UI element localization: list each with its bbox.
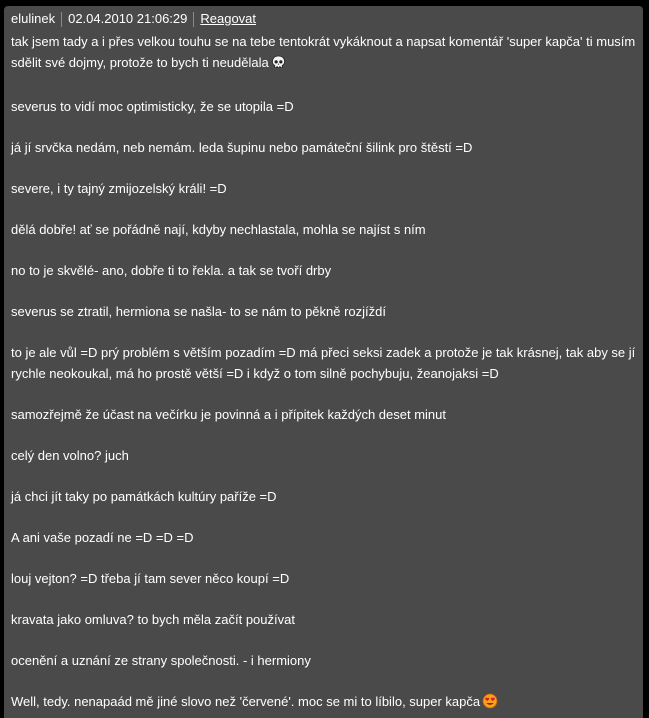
comment-paragraph: tak jsem tady a i přes velkou touhu se na tebe tentokrát vykáknout a napsat komentář 'super kapča' ti musím sdělit své dojmy, protože to bych ti neudělala	[11, 31, 636, 76]
skull-icon	[271, 55, 286, 76]
comment-paragraph: ocenění a uznání ze strany společnosti. - i hermiony	[11, 653, 311, 668]
comment-paragraph: louj vejton? =D třeba jí tam sever něco koupí =D	[11, 571, 290, 586]
comment-paragraph: samozřejmě že účast na večírku je povinná a i přípitek každých deset minut	[11, 407, 446, 422]
comment-body	[11, 31, 636, 715]
meta-separator	[61, 12, 62, 27]
comment-paragraph: A ani vaše pozadí ne =D =D =D	[11, 530, 194, 545]
comment-author: elulinek	[11, 11, 56, 26]
comment-timestamp: 02.04.2010 21:06:29	[68, 11, 188, 26]
comment-paragraph: kravata jako omluva? to bych měla začít používat	[11, 612, 295, 627]
comment-paragraph: Well, tedy. nenapaád mě jiné slovo než 'červené'. moc se mi to líbilo, super kapča	[11, 691, 636, 715]
comment-paragraph: já jí srvčka nedám, neb nemám. leda šupinu nebo památeční šilink pro štěstí =D	[11, 140, 473, 155]
comment-paragraph: celý den volno? juch	[11, 448, 129, 463]
reply-link[interactable]: Reagovat	[200, 11, 257, 26]
comment-paragraph: severus to vidí moc optimisticky, že se utopila =D	[11, 99, 294, 114]
comment-paragraph: dělá dobře! ať se pořádně nají, kdyby nechlastala, mohla se najíst s ním	[11, 222, 426, 237]
comment-paragraph: já chci jít taky po památkách kultúry paříže =D	[11, 489, 277, 504]
heart-eyes-icon	[482, 693, 498, 715]
comment-paragraph: severe, i ty tajný zmijozelský králi! =D	[11, 181, 227, 196]
meta-separator	[193, 12, 194, 27]
comment-paragraph: to je ale vůl =D prý problém s větším pozadím =D má přeci seksi zadek a protože je tak krásnej, tak aby se jí rychle neokoukal, má ho prostě větší =D i když o tom silně pochybuju, žeanojaksi =D	[11, 345, 636, 381]
comment-box	[4, 6, 643, 718]
comment-paragraph: severus se ztratil, hermiona se našla- to se nám to pěkně rozjíždí	[11, 304, 387, 319]
comment-paragraph: no to je skvělé- ano, dobře ti to řekla. a tak se tvoří drby	[11, 263, 332, 278]
comment-meta	[11, 10, 636, 28]
